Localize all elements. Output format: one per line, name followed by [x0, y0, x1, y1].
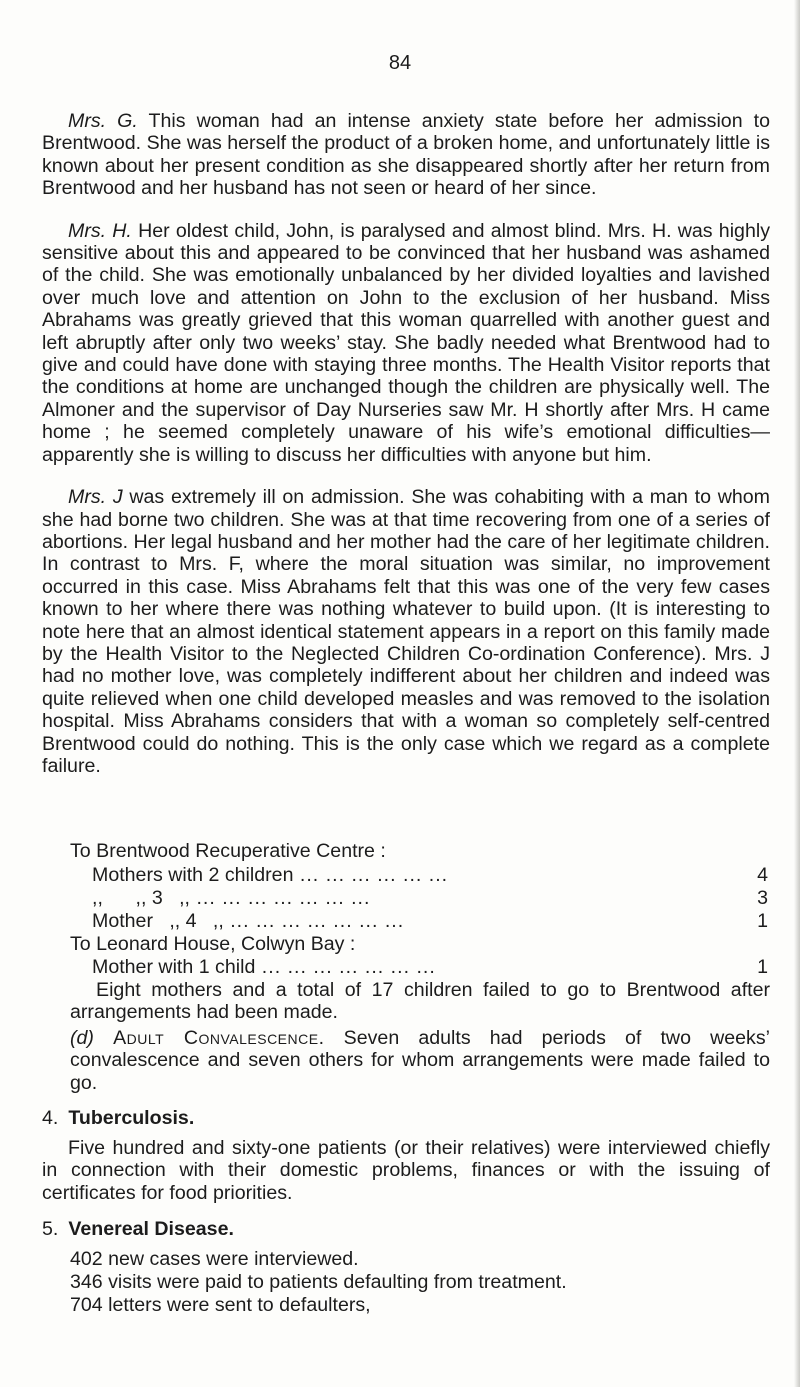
section-title: Tuberculosis. [68, 1107, 195, 1129]
adult-convalescence-paragraph [70, 1027, 770, 1094]
table-row [92, 887, 768, 909]
table-row [92, 910, 768, 932]
case-name-g: Mrs. G. [68, 110, 138, 132]
section-number: 5. [42, 1218, 59, 1240]
row-value: 1 [757, 956, 768, 978]
case-name-j: Mrs. J [68, 486, 123, 509]
brentwood-heading: To Brentwood Recuperative Centre : [70, 840, 386, 862]
case-text-j: was extremely ill on admission. She was cohabiting with a man to whom she had borne two children. She was at that time recovering from one of a series of abortions. Her legal husband and her mother had the care of her legitimate children. In contrast to Mrs. F, where the moral situation was similar, no improvement occurred in this case. Miss Abrahams felt that this was one of the very few cases known to her where there was nothing whatever to build upon. (It is interesting to note here that an almost identical statement appears in a report on this family made by the Health Visitor to the Neglected Children Co-ordination Conference). Mrs. J had no mother love, was completely indifferent about her children and indeed was quite relieved when one child developed measles and was removed to the isolation hospital. Miss Abrahams considers that with a woman so completely self-centred Brentwood could do nothing. This is the only case which we regard as a complete failure. [42, 486, 770, 777]
row-label: ,, ,, 3 ,, [92, 887, 190, 909]
row-dots: ... ... ... ... ... ... ... [223, 910, 405, 932]
tuberculosis-heading [42, 1107, 194, 1130]
page-number: 84 [388, 52, 412, 74]
table-row [92, 864, 768, 886]
venereal-disease-heading [42, 1218, 234, 1241]
row-dots: ... ... ... ... ... ... [293, 864, 449, 886]
row-label: Mother ,, 4 ,, [92, 910, 224, 932]
page-edge-shadow [794, 0, 800, 1387]
table-row [92, 956, 768, 978]
row-value: 4 [757, 864, 768, 886]
section-title: Adult Convalescence. [113, 1027, 325, 1049]
summary-paragraph [70, 979, 770, 1024]
paragraph-mrs-g [42, 110, 770, 200]
list-item: 346 visits were paid to patients defaulting from treatment. [70, 1271, 567, 1293]
row-label: Mothers with 2 children [92, 864, 294, 886]
list-item: 704 letters were sent to defaulters, [70, 1294, 371, 1316]
case-name-h: Mrs. H. [68, 219, 132, 242]
case-paragraphs [42, 110, 770, 777]
row-label: Mother with 1 child [92, 956, 256, 978]
row-value: 3 [757, 887, 768, 909]
row-dots: ... ... ... ... ... ... ... [255, 956, 436, 978]
row-value: 1 [757, 910, 768, 932]
case-text-h: Her oldest child, John, is paralysed and almost blind. Mrs. H. was highly sensitive about this and appeared to be convinced that her husband was ashamed of the child. She was emotionally unbalanced by her divided loyalties and lavished over much love and attention on John to the exclusion of her husband. Miss Abrahams was greatly grieved that this woman quarrelled with another guest and left abruptly after only two weeks’ stay. She badly needed what Brentwood had to give and could have done with staying three months. The Health Visitor reports that the conditions at home are unchanged though the children are physically well. The Almoner and the supervisor of Day Nurseries saw Mr. H shortly after Mrs. H came home ; he seemed completely unaware of his wife’s emotional difficulties—apparently she is willing to discuss her difficulties with anyone but him. [42, 219, 770, 466]
section-text: Seven adults had periods of two weeks’ convalescence and seven others for whom arrangements were made failed to go. [70, 1027, 770, 1094]
tuberculosis-paragraph [42, 1137, 770, 1204]
list-item: 402 new cases were interviewed. [70, 1248, 359, 1270]
leonard-house-heading: To Leonard House, Colwyn Bay : [70, 933, 356, 955]
row-dots: ... ... ... ... ... ... ... [190, 887, 371, 909]
section-title: Venereal Disease. [68, 1218, 234, 1240]
section-text: Five hundred and sixty-one patients (or their relatives) were interviewed chiefly in connection with their domestic problems, finances or with the issuing of certificates for food priorities. [42, 1137, 770, 1204]
section-number: 4. [42, 1107, 59, 1129]
case-text-g: This woman had an intense anxiety state before her admission to Brentwood. She was herself the product of a broken home, and unfortunately little is known about her present condition as she disappeared shortly after her return from Brentwood and her husband has not seen or heard of her since. [42, 110, 770, 200]
summary-text: Eight mothers and a total of 17 children failed to go to Brentwood after arrangements had been made. [70, 979, 770, 1024]
paragraph-mrs-j [42, 486, 770, 777]
paragraph-mrs-h [42, 220, 770, 466]
section-marker: (d) [70, 1027, 94, 1049]
